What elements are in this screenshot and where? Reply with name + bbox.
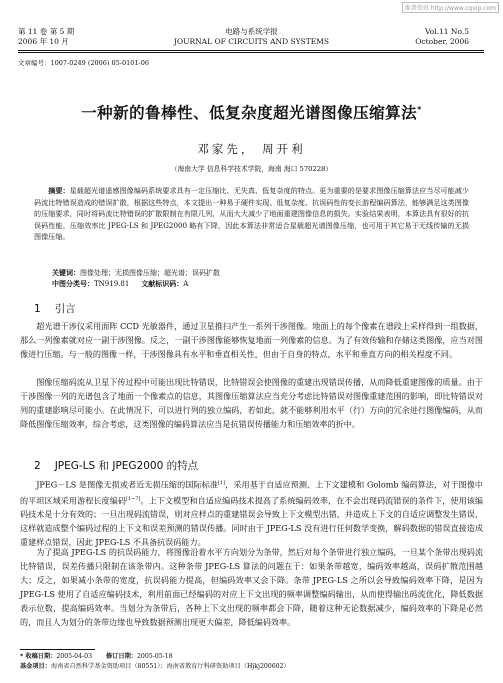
section-2-number: 2 bbox=[34, 460, 41, 472]
footnote-fund bbox=[20, 662, 290, 671]
volume-number-en: Vol.11 No.5 bbox=[424, 27, 469, 36]
paper-title bbox=[0, 101, 503, 123]
journal-name-en: JOURNAL OF CIRCUITS AND SYSTEMS bbox=[174, 37, 329, 46]
affiliation: （海南大学 信息科学技术学院，海南 海口 570228） bbox=[170, 165, 333, 173]
received-label: * 收稿日期： bbox=[20, 653, 57, 660]
section-2-paragraph-2: 为了提高 JPEG-LS 的抗误码能力，将图像沿着水平方向划分为条带，然后对每个条带进行独立编码，一旦某个条带出现码流比特错误，误差传播只限制在该条带内。这种条带 JPEG-LS 算法的问题在于：如果条带越宽，编码效率越高，误码扩散范围越大；反之，如果减小条带的宽度，抗误码能力提高，但编码效率又会下降。条带 JPEG-LS 之所以会导致编码效率下降，是因为 JPEG-LS 使用了自适应编码技术，利用前面已经编码的对应上下文出现的频率调整编码输出，从而使得输出码流优化，降低数据表示位数，提高编码效率。当划分为条带后，各种上下文出现的频率都会下降，随着这种无论数据减少，编码效率的下降是必然的，而且人为划分的条带边缘也导致数据预测出现更大偏差，降低编码效率。 bbox=[20, 547, 483, 627]
journal-name-cn: 电路与系统学报 bbox=[225, 27, 278, 36]
revised-label: 修订日期： bbox=[106, 653, 137, 660]
abstract bbox=[34, 185, 469, 243]
footnote-dates bbox=[20, 652, 173, 661]
journal-volume-en bbox=[415, 27, 469, 47]
section-2-heading bbox=[34, 458, 198, 473]
date-en: October, 2006 bbox=[415, 37, 469, 46]
section-1-title: 引言 bbox=[54, 303, 76, 315]
section-2-paragraph-1 bbox=[20, 477, 483, 550]
revised-date: 2005-05-18 bbox=[136, 653, 173, 660]
section-1-paragraph-1: 超光谱干涉仪采用面阵 CCD 光敏器件，通过卫星推扫产生一系列干涉图像。地面上的每个像素在谱段上采样得到一组数据，那么一列像素就对应一副干涉图像。反之，一副干涉图像能够恢复地面一列像素的信息。为了有效传输和存储这类图像，应当对图像进行压缩。与一般的图像一样，干涉图像具有水平和垂直相关性，但由于自身的特点，水平和垂直方向的相关程度不同。 bbox=[20, 321, 483, 359]
section-1-paragraph-2: 图像压缩码流从卫星下传过程中可能出现比特错误，比特错误会使图像的重建出现错误传播，从而降低重建图像的质量。由于干涉图像一列的光谱包含了地面一个像素点的信息，其图像压缩算法应当充分考虑比特错误对图像重建范围的影响，即比特错误对列的重建影响尽可能小。在此情况下，可以进行列的独立编码，若如此，就不能够利用水平（行）方向的冗余进行图像编码，从而降低图像压缩效率，综合考虑，这类图像的编码算法应当是抗错误传播能力和压缩效率的折中。 bbox=[20, 377, 483, 429]
clc-label: 中图分类号： bbox=[52, 280, 94, 288]
fund-text: 海南省自然科学基金资助项目（80551）；海南省教育厅科研资助项目（Hjkj200602） bbox=[50, 663, 290, 670]
footnote-rule bbox=[20, 649, 95, 650]
received-date: 2005-04-03 bbox=[56, 653, 93, 660]
section-2-p1-part3: 。上下文模型和自适应编码技术提高了系统编码效率，在不会出现码流错误的条件下，使用该编码技术是十分有效的；一旦出现码流错误，则对应样点的重建错误会导致上下文模型出错，并造成上下文的自适应调整发生错误，这样就造成整个编码过程的上下文和误差预测的错误传播。同时由于 JPEG-LS 没有进行任何数学变换，解码数据的错误直接造成重建样点错误，因此 JPEG-LS 不具备抗误码能力。 bbox=[20, 495, 483, 547]
clc-value: TN919.81 bbox=[94, 280, 130, 288]
doc-code-label: 文献标识码： bbox=[141, 280, 184, 288]
title-footnote-mark: * bbox=[417, 104, 422, 114]
section-2-title: JPEG-LS 和 JPEG2000 的特点 bbox=[54, 460, 199, 472]
keywords-text: 图像处理；无损图像压缩；超光谱；误码扩散 bbox=[80, 269, 220, 277]
header-rule-bottom bbox=[18, 52, 484, 53]
header-rule-top bbox=[18, 50, 484, 51]
doc-code-value: A bbox=[183, 280, 189, 288]
citation-1-7: [1~7] bbox=[126, 495, 141, 502]
classification bbox=[52, 279, 188, 290]
section-1-heading bbox=[34, 301, 76, 316]
section-2-p1-part1: JPEG－LS 是图像无损或者近无损压缩的国际标准 bbox=[36, 479, 219, 490]
issue-date: 2006 年 10 月 bbox=[18, 37, 69, 46]
section-1-number: 1 bbox=[34, 303, 41, 315]
citation-1: [1] bbox=[218, 480, 226, 486]
volume-issue: 第 11 卷 第 5 期 bbox=[18, 27, 75, 36]
keywords bbox=[52, 268, 220, 279]
fund-label: 基金项目： bbox=[20, 663, 51, 670]
abstract-label: 摘要： bbox=[48, 186, 70, 195]
keywords-label: 关键词： bbox=[52, 269, 80, 277]
paper-title-text: 一种新的鲁棒性、低复杂度超光谱图像压缩算法 bbox=[81, 104, 418, 122]
article-number: 文章编号：1007-0249 (2006) 05-0101-06 bbox=[18, 59, 150, 67]
authors: 邓家先， 周开利 bbox=[197, 142, 306, 156]
watermark: 维普资讯 http://www.cqvip.com bbox=[402, 2, 499, 13]
section-2-p1-part2: ，采用基于自适应预测、上下文建模和 Golomb 编码算法，对于图像中的平坦区域采用游程长度编码 bbox=[20, 479, 483, 506]
abstract-text: 星载超光谱遥感图像编码系统要求具有一定压缩比、无失真、低复杂度的特点。更为重要的是要求图像压缩算法应当尽可能减少码流比特错误造成的错误扩散，根据这些特点，本文提出一种易于硬件实现、低复杂度、抗误码性的变长游程编码算法，能够满足这类图像的压缩要求，同时将码流比特错误的扩散限制在有限几列，从而大大减少了地面重建图像信息的损失。实验结果表明，本算法具有很好的抗误码性能，压缩效率比 JPEG-LS 和 JPEG2000 略有下降，因此本算法非常适合星载超光谱图像压缩，也可用于其它易于无线传输的无损图像压缩。 bbox=[34, 186, 470, 242]
